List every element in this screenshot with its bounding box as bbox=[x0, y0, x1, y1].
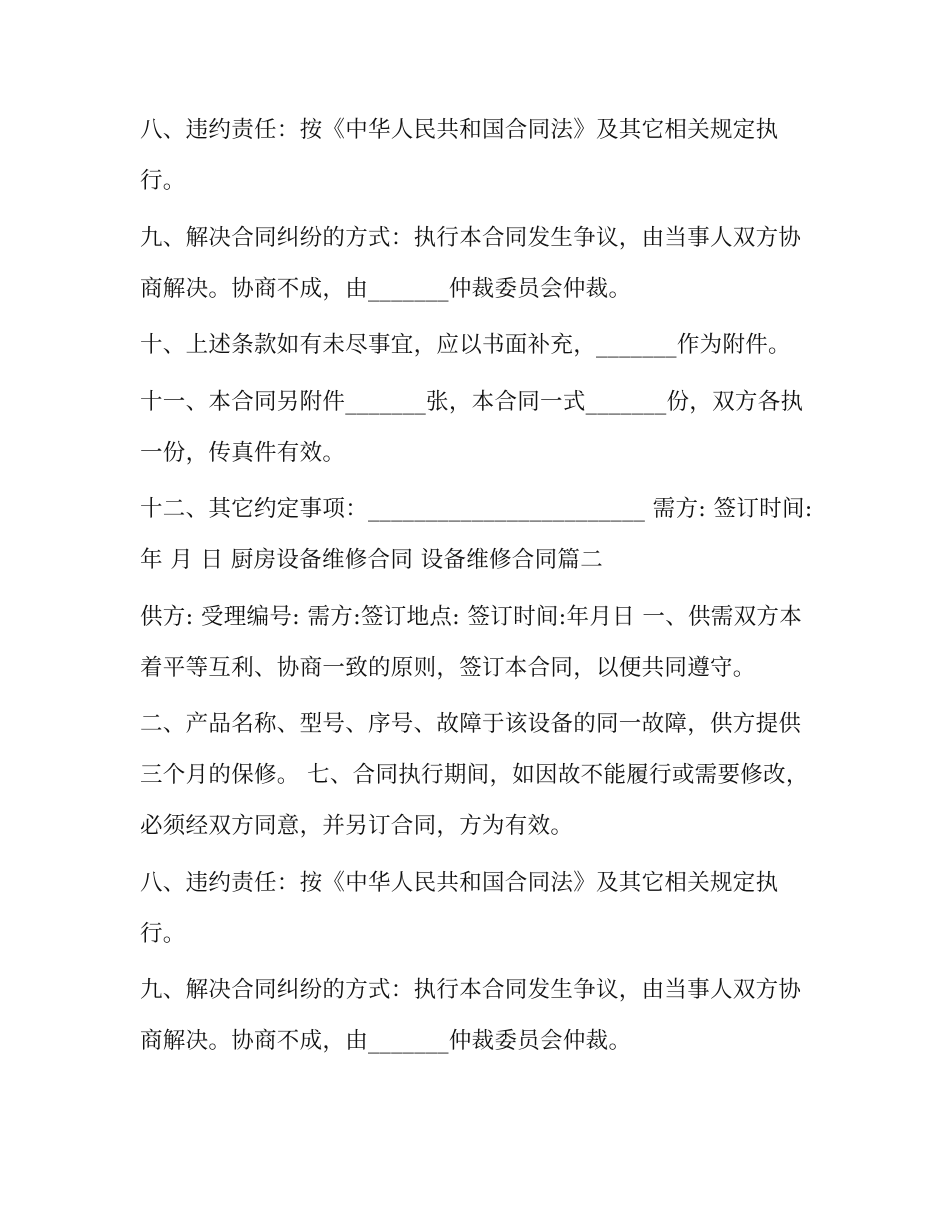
clause-12-other-matters: 十二、其它约定事项：________________________ 需方: 签订时间: 年 月 日 厨房设备维修合同 设备维修合同篇二 bbox=[140, 496, 813, 573]
clause-8-liability: 八、违约责任：按《中华人民共和国合同法》及其它相关规定执行。 bbox=[140, 117, 779, 194]
document-body bbox=[140, 105, 820, 1073]
clause-11-attachments: 十一、本合同另附件_______张，本合同一式_______份，双方各执一份，传真件有效。 bbox=[140, 388, 804, 466]
clause-10-supplement: 十、上述条款如有未尽事宜，应以书面补充，_______作为附件。 bbox=[140, 332, 791, 358]
clause-9-dispute-resolution: 九、解决合同纠纷的方式：执行本合同发生争议，由当事人双方协商解决。协商不成，由_______仲裁委员会仲裁。 bbox=[140, 224, 802, 302]
contract-2-clause-8-liability: 八、违约责任：按《中华人民共和国合同法》及其它相关规定执行。 bbox=[140, 869, 779, 947]
contract-2-header-clause-1: 供方: 受理编号: 需方:签订地点: 签订时间:年月日 一、供需双方本着平等互利、协商一致的原则，签订本合同，以便共同遵守。 bbox=[140, 603, 803, 681]
contract-2-clause-9-dispute-resolution: 九、解决合同纠纷的方式：执行本合同发生争议，由当事人双方协商解决。协商不成，由_______仲裁委员会仲裁。 bbox=[140, 977, 802, 1054]
contract-2-clause-2-7: 二、产品名称、型号、序号、故障于该设备的同一故障，供方提供三个月的保修。 七、合同执行期间，如因故不能履行或需要修改，必须经双方同意，并另订合同，方为有效。 bbox=[140, 711, 809, 839]
